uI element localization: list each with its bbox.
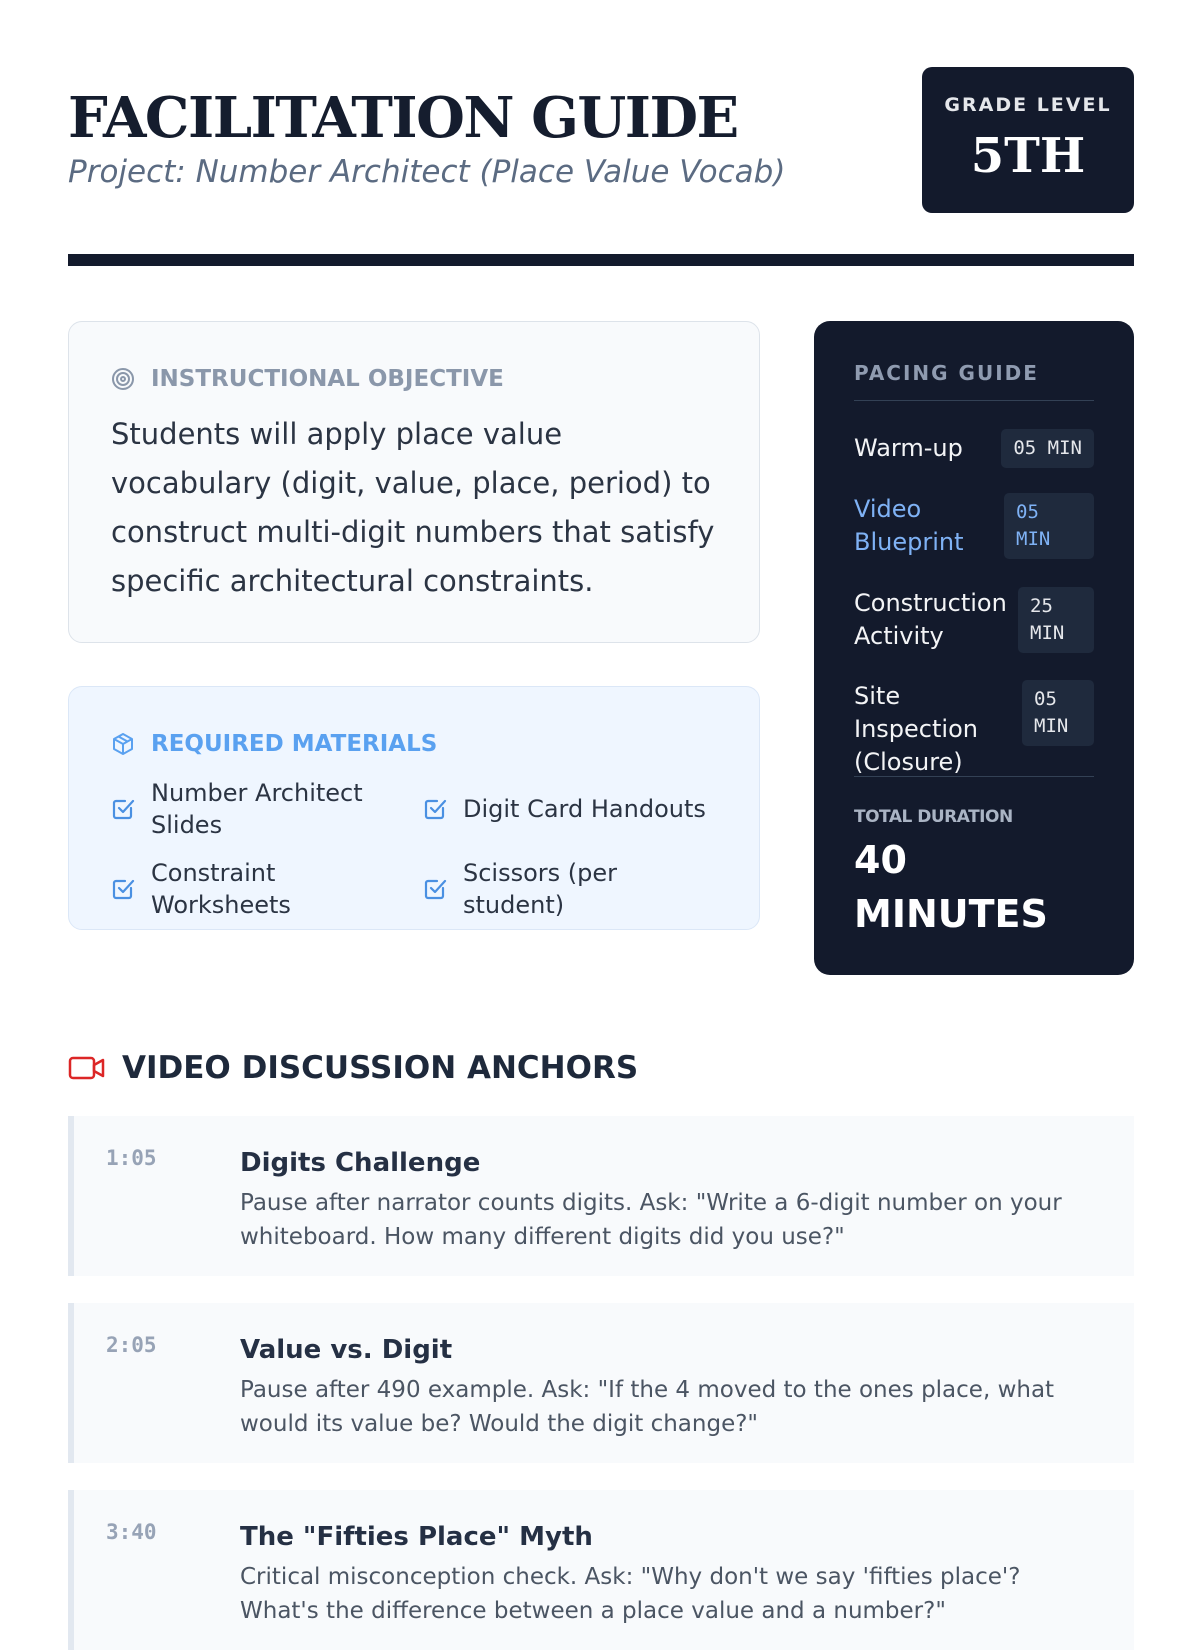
pacing-row-video-blueprint <box>854 493 1094 559</box>
pacing-divider <box>854 776 1094 777</box>
pacing-row-site-inspection <box>854 680 1094 776</box>
checkbox-checked-icon <box>111 797 135 821</box>
cube-icon <box>111 732 135 756</box>
material-item <box>423 793 723 825</box>
header-divider <box>68 254 1134 266</box>
pacing-guide-panel <box>814 321 1134 975</box>
grade-level-badge <box>922 67 1134 213</box>
pacing-divider <box>854 400 1094 401</box>
video-camera-icon <box>68 1055 106 1081</box>
material-label: Digit Card Handouts <box>463 795 706 823</box>
video-anchor-item <box>68 1303 1134 1463</box>
objective-label: INSTRUCTIONAL OBJECTIVE <box>151 366 504 392</box>
target-icon <box>111 367 135 391</box>
video-anchors-heading <box>68 1048 638 1088</box>
pacing-row-time: 05 MIN <box>1001 429 1094 468</box>
anchor-timestamp: 1:05 <box>106 1146 157 1170</box>
checkbox-checked-icon <box>111 877 135 901</box>
anchor-description: Pause after narrator counts digits. Ask: "Write a 6-digit number on your whiteboard. How many different digits did you use?" <box>240 1190 1062 1250</box>
anchor-title: The "Fifties Place" Myth <box>240 1522 593 1552</box>
materials-label: REQUIRED MATERIALS <box>151 731 438 757</box>
anchor-description: Critical misconception check. Ask: "Why don't we say 'fifties place'? What's the difference between a place value and a number?" <box>240 1564 1021 1624</box>
pacing-row-construction-activity <box>854 587 1094 653</box>
checkbox-checked-icon <box>423 877 447 901</box>
video-anchor-item <box>68 1490 1134 1650</box>
material-item <box>111 777 401 841</box>
pacing-row-label: Warm-up <box>854 434 963 462</box>
pacing-row-label: Video Blueprint <box>854 495 964 556</box>
anchor-description: Pause after 490 example. Ask: "If the 4 moved to the ones place, what would its value be? Would the digit change?" <box>240 1377 1055 1437</box>
objective-heading <box>111 364 504 394</box>
pacing-row-time: 05 MIN <box>1022 680 1094 746</box>
pacing-row-time: 05 MIN <box>1004 493 1094 559</box>
material-label: Constraint Worksheets <box>151 859 291 919</box>
grade-level-value: 5TH <box>970 128 1086 184</box>
anchor-title: Digits Challenge <box>240 1148 481 1178</box>
grade-level-label: GRADE LEVEL <box>944 94 1112 116</box>
total-duration-label: TOTAL DURATION <box>854 807 1013 827</box>
materials-card <box>68 686 760 930</box>
objective-text: Students will apply place value vocabulary (digit, value, place, period) to construct multi-digit numbers that satisfy specific architectural constraints. <box>111 417 715 598</box>
checkbox-checked-icon <box>423 797 447 821</box>
video-anchor-item <box>68 1116 1134 1276</box>
pacing-row-time: 25 MIN <box>1018 587 1094 653</box>
material-label: Number Architect Slides <box>151 779 363 839</box>
material-label: Scissors (per student) <box>463 859 618 919</box>
materials-heading <box>111 729 437 759</box>
total-duration-value: 40 MINUTES <box>854 838 1048 936</box>
anchor-title: Value vs. Digit <box>240 1335 453 1365</box>
objective-card <box>68 321 760 643</box>
header <box>68 66 1134 216</box>
video-anchors-title: VIDEO DISCUSSION ANCHORS <box>122 1050 639 1086</box>
pacing-row-label: Construction Activity <box>854 589 1007 650</box>
anchor-timestamp: 3:40 <box>106 1520 157 1544</box>
material-item <box>423 857 723 921</box>
material-item <box>111 857 411 921</box>
page-title: FACILITATION GUIDE <box>68 85 738 151</box>
pacing-row-warm-up <box>854 429 1094 469</box>
page-subtitle: Project: Number Architect (Place Value Vocab) <box>68 154 786 190</box>
pacing-row-label: Site Inspection (Closure) <box>854 682 978 776</box>
anchor-timestamp: 2:05 <box>106 1333 157 1357</box>
pacing-guide-title: PACING GUIDE <box>854 361 1039 385</box>
